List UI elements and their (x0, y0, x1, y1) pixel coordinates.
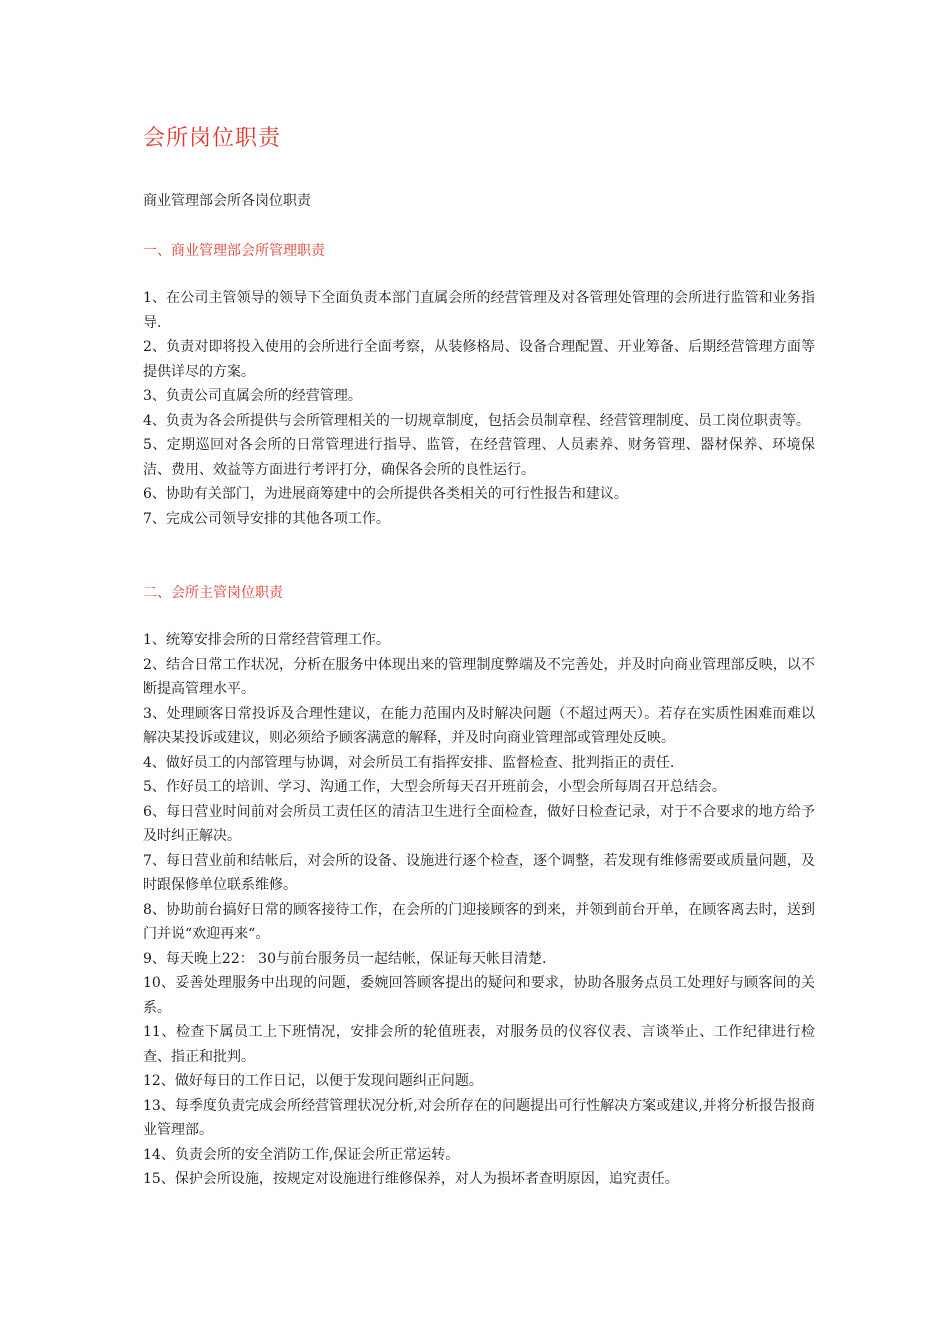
section-heading-1: 一、商业管理部会所管理职责 (143, 243, 325, 259)
list-item: 1、统筹安排会所的日常经营管理工作。 (143, 632, 390, 648)
list-item: 5、定期巡回对各会所的日常管理进行指导、监管，在经营管理、人员素养、财务管理、器材保养、环境保洁、费用、效益等方面进行考评打分，确保各会所的良性运行。 (143, 437, 815, 478)
list-item: 7、完成公司领导安排的其他各项工作。 (143, 510, 390, 527)
list-item: 3、负责公司直属会所的经营管理。 (143, 388, 362, 404)
section-2-list (143, 628, 815, 1192)
document-subtitle: 商业管理部会所各岗位职责 (143, 193, 311, 209)
list-item: 12、做好每日的工作日记，以便于发现问题纠正问题。 (143, 1073, 483, 1089)
page-title: 会所岗位职责 (143, 126, 282, 151)
list-item: 6、每日营业时间前对会所员工责任区的清洁卫生进行全面检查，做好日检查记录，对于不合要求的地方给予及时纠正解决。 (143, 803, 815, 844)
list-item: 3、处理顾客日常投诉及合理性建议，在能力范围内及时解决问题（不超过两天）。若存在实质性困难而难以解决某投诉或建议，则必须给予顾客满意的解释，并及时向商业管理部或管理处反映。 (143, 705, 815, 746)
list-item: 14、负责会所的安全消防工作,保证会所正常运转。 (143, 1146, 460, 1163)
list-item: 10、妥善处理服务中出现的问题，委婉回答顾客提出的疑问和要求，协助各服务点员工处理好与顾客间的关系。 (143, 975, 815, 1016)
list-item: 11、检查下属员工上下班情况，安排会所的轮值班表，对服务员的仪容仪表、言谈举止、工作纪律进行检查、指正和批判。 (143, 1024, 815, 1065)
list-item: 8、协助前台搞好日常的顾客接待工作，在会所的门迎接顾客的到来，并领到前台开单，在顾客离去时，送到门并说“欢迎再来“。 (143, 901, 815, 942)
section-1-list (143, 286, 815, 531)
list-item: 1、在公司主管领导的领导下全面负责本部门直属会所的经营管理及对各管理处管理的会所进行监管和业务指导. (143, 290, 815, 331)
list-item: 9、每天晚上22： 30与前台服务员一起结帐，保证每天帐目清楚. (143, 950, 547, 967)
list-item: 4、做好员工的内部管理与协调，对会所员工有指挥安排、监督检查、批判指正的责任. (143, 754, 675, 771)
list-item: 4、负责为各会所提供与会所管理相关的一切规章制度，包括会员制章程、经营管理制度、员工岗位职责等。 (143, 412, 810, 429)
section-heading-2: 二、会所主管岗位职责 (143, 585, 283, 601)
list-item: 2、负责对即将投入使用的会所进行全面考察，从装修格局、设备合理配置、开业筹备、后期经营管理方面等提供详尽的方案。 (143, 339, 815, 380)
list-item: 5、作好员工的培训、学习、沟通工作，大型会所每天召开班前会，小型会所每周召开总结会。 (143, 779, 726, 795)
list-item: 13、每季度负责完成会所经营管理状况分析,对会所存在的问题提出可行性解决方案或建议,并将分析报告报商业管理部。 (143, 1097, 815, 1138)
list-item: 7、每日营业前和结帐后，对会所的设备、设施进行逐个检查，逐个调整，若发现有维修需要或质量问题，及时跟保修单位联系维修。 (143, 852, 815, 893)
list-item: 6、协助有关部门，为进展商筹建中的会所提供各类相关的可行性报告和建议。 (143, 486, 628, 502)
list-item: 2、结合日常工作状况，分析在服务中体现出来的管理制度弊端及不完善处，并及时向商业管理部反映，以不断提高管理水平。 (143, 656, 815, 697)
list-item: 15、保护会所设施，按规定对设施进行维修保养，对人为损坏者查明原因，追究责任。 (143, 1171, 679, 1187)
